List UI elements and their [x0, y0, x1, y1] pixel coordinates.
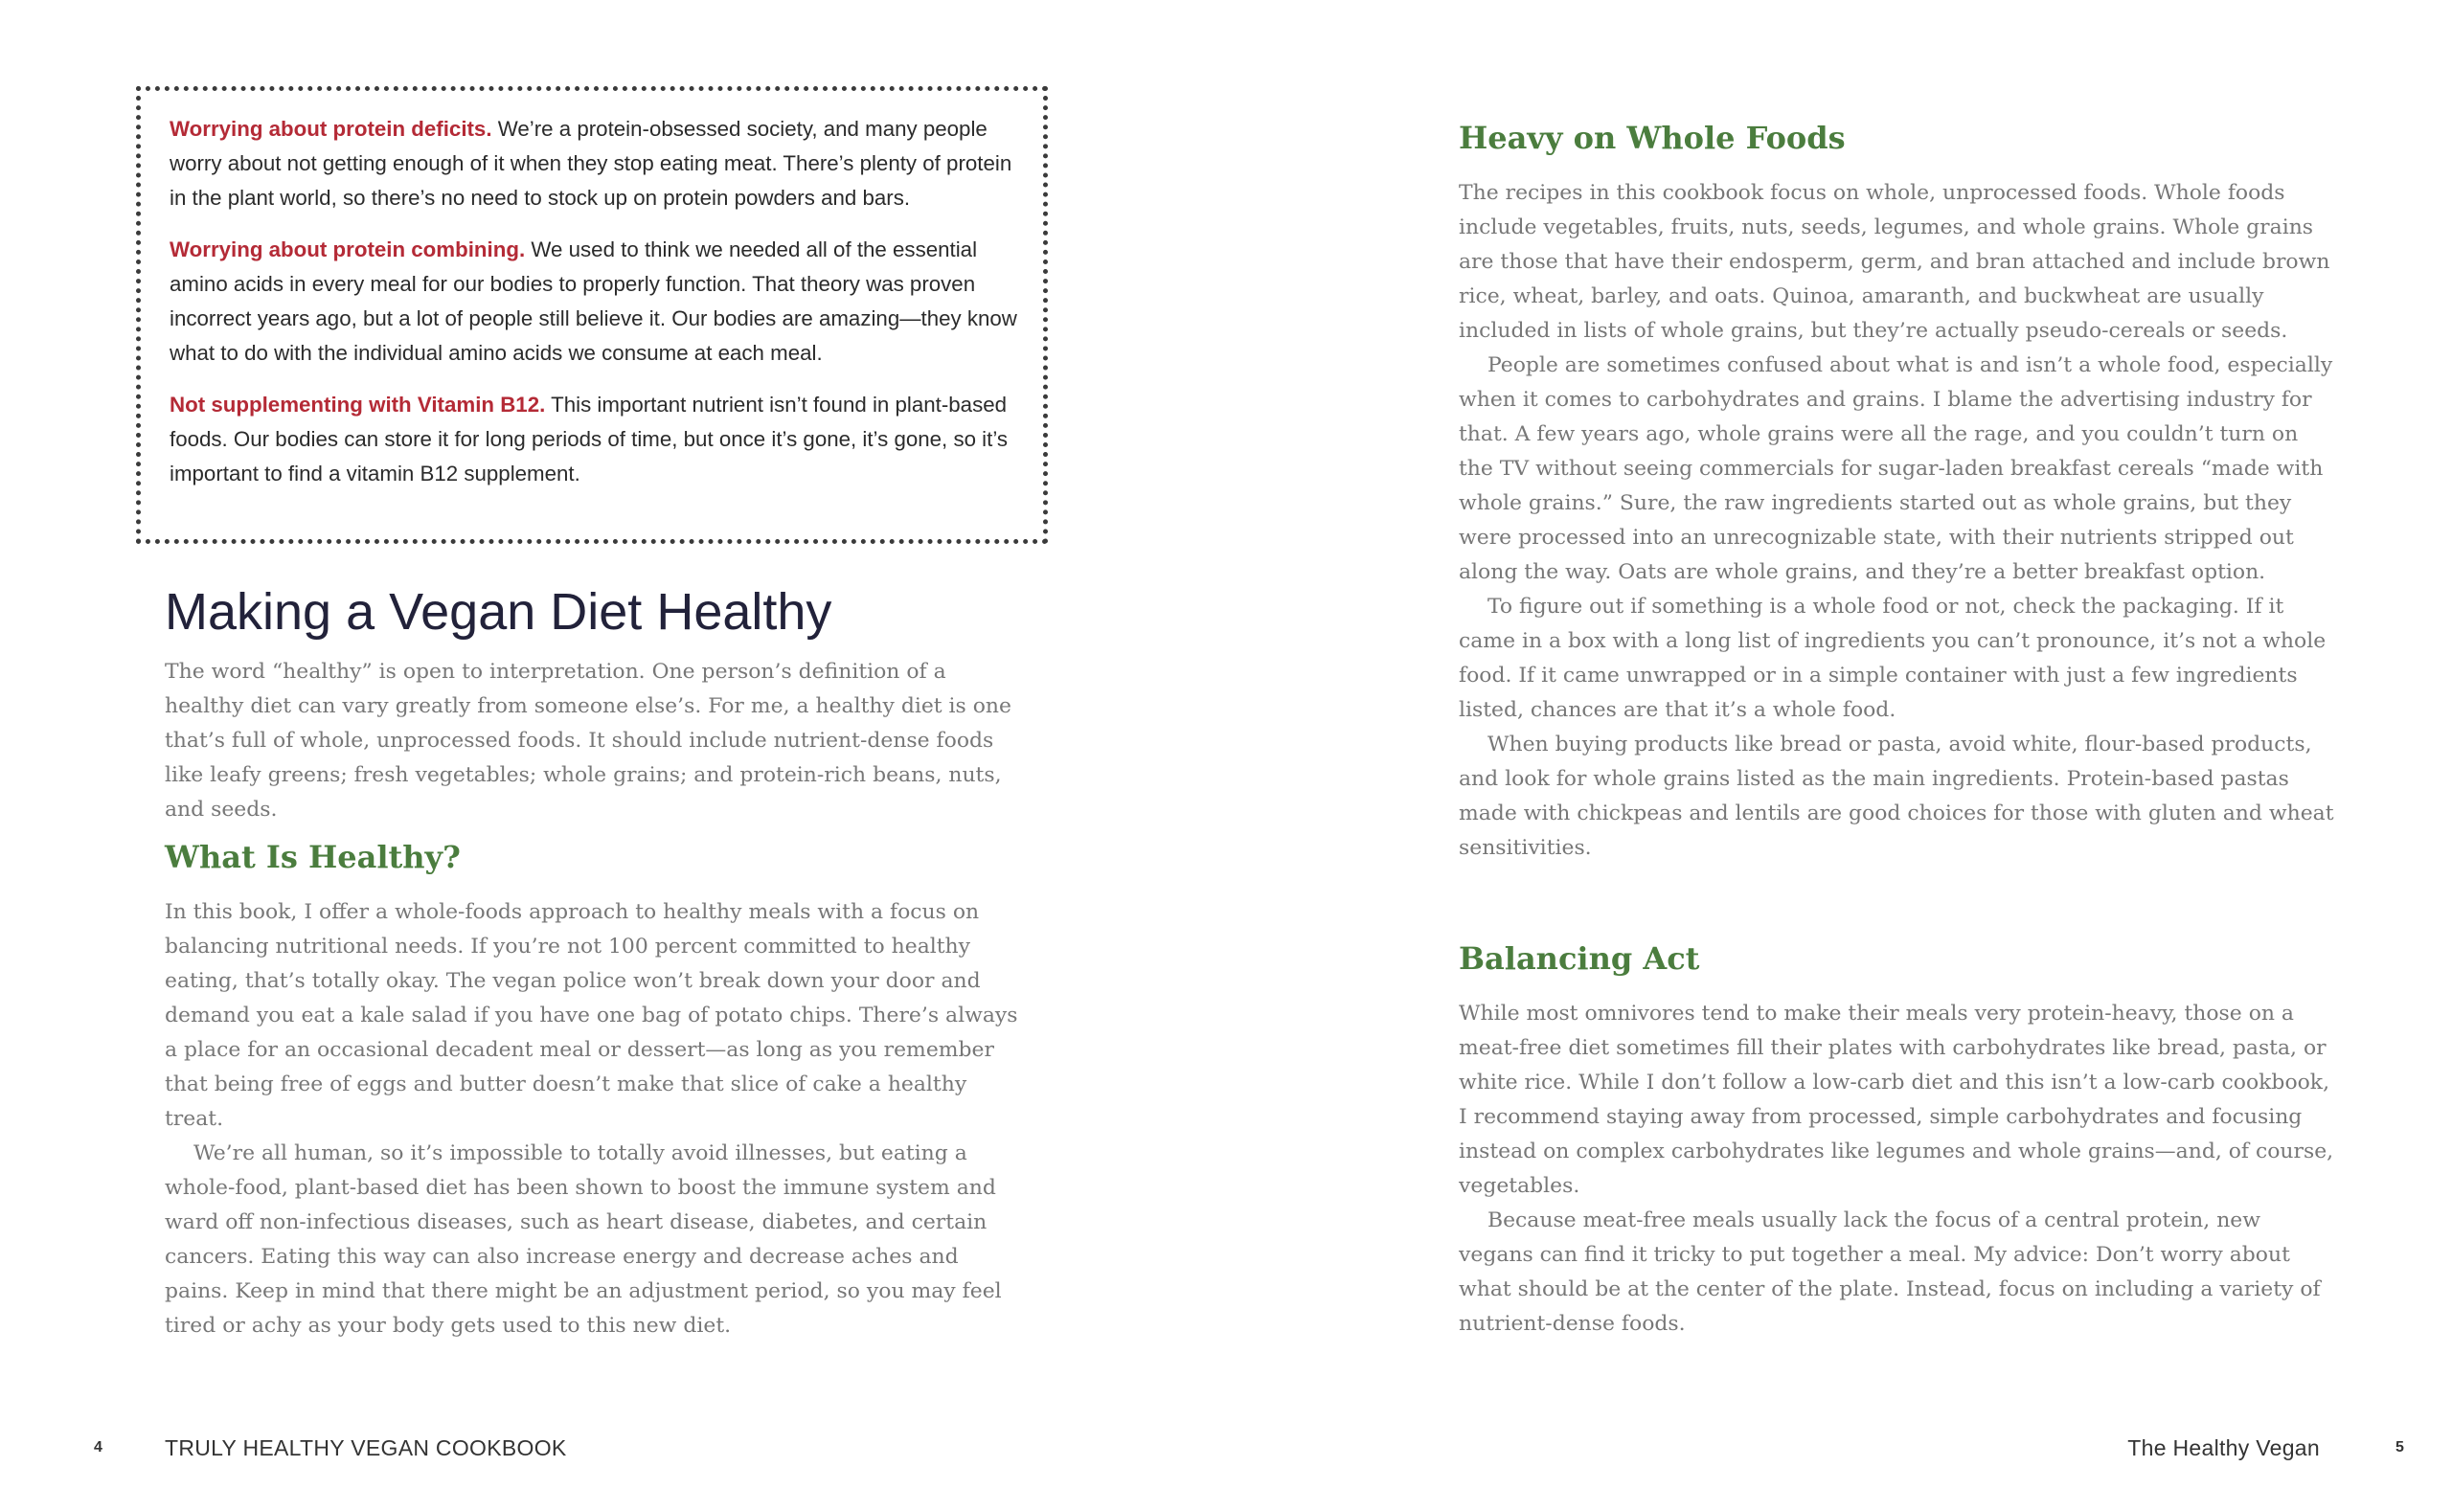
tip-text: We used to think we needed all of the essential amino acids in every meal for our bodies to properly function. That theory was proven incorrect years ago, but a lot of people still believe it. Our bodies are amazing—they know what to do with the individual amino acids we consume at each meal. — [170, 237, 1017, 365]
body-paragraph: When buying products like bread or pasta, avoid white, flour-based products, and look for whole grains listed as the main ingredients. Protein-based pastas made with chickpeas and lentils are good choices for those with gluten and wheat sensitivities. — [1459, 733, 2334, 860]
tip-protein-combining — [170, 233, 1018, 371]
body-paragraph: We’re all human, so it’s impossible to totally avoid illnesses, but eating a whole-food, plant-based diet has been shown to boost the immune system and ward off non-infectious diseases, such as heart disease, diabetes, and certain cancers. Eating this way can also increase energy and decrease aches and pains. Keep in mind that there might be an adjustment period, so you may feel tired or achy as your body gets used to this new diet. — [165, 1141, 1002, 1338]
page-number: 4 — [94, 1439, 102, 1456]
whole-foods-body — [1459, 176, 2338, 866]
body-paragraph: In this book, I offer a whole-foods approach to healthy meals with a focus on balancing nutritional needs. If you’re not 100 percent committed to healthy eating, that’s totally okay. The vegan police won’t break down your door and demand you eat a kale salad if you have one bag of potato chips. There’s always a place for an occasional decadent meal or dessert—as long as you remember that being free of eggs and butter doesn’t make that slice of cake a healthy treat. — [165, 900, 1018, 1131]
body-paragraph: To figure out if something is a whole food or not, check the packaging. If it came in a box with a long list of ingredients you can’t pronounce, it’s not a whole food. If it came unwrapped or in a simple container with just a few ingredients listed, chances are that it’s a whole food. — [1459, 595, 2327, 722]
section-heading-whole-foods: Heavy on Whole Foods — [1459, 120, 1846, 156]
intro-text — [165, 655, 1027, 827]
running-head: TRULY HEALTHY VEGAN COOKBOOK — [165, 1435, 567, 1460]
balancing-act-body — [1459, 997, 2338, 1342]
body-paragraph: Because meat-free meals usually lack the focus of a central protein, new vegans can find it tricky to put together a meal. My advice: Don’t worry about what should be at the center of the plate. Instead, focus on including a variety of nutrient-dense foods. — [1459, 1208, 2321, 1336]
page-title: Making a Vegan Diet Healthy — [165, 583, 832, 641]
right-page — [1226, 0, 2452, 1512]
folio-right — [2395, 1434, 2404, 1461]
folio-left — [94, 1434, 102, 1461]
tip-text: This important nutrient isn’t found in plant-based foods. Our bodies can store it for long periods of time, but once it’s gone, it’s gone, so it’s important to find a vitamin B12 supplement. — [170, 393, 1009, 485]
tip-text: We’re a protein-obsessed society, and many people worry about not getting enough of it when they stop eating meat. There’s plenty of protein in the plant world, so there’s no need to stock up on protein powders and bars. — [170, 117, 1012, 210]
running-head-left — [165, 1434, 567, 1461]
intro-paragraph: The word “healthy” is open to interpretation. One person’s definition of a healthy diet can vary greatly from someone else’s. For me, a healthy diet is one that’s full of whole, unprocessed foods. It should include nutrient-dense foods like leafy greens; fresh vegetables; whole grains; and protein-rich beans, nuts, and seeds. — [165, 660, 1011, 822]
section-heading-what-is-healthy: What Is Healthy? — [165, 839, 461, 875]
what-is-healthy-body — [165, 895, 1027, 1343]
tip-lead: Worrying about protein deficits. — [170, 117, 492, 141]
tip-protein-deficits — [170, 112, 1018, 215]
body-paragraph: While most omnivores tend to make their meals very protein-heavy, those on a meat-free diet sometimes fill their plates with carbohydrates like bread, pasta, or white rice. While I don’t follow a low-carb diet and this isn’t a low-carb cookbook, I recommend staying away from processed, simple carbohydrates and focusing instead on complex carbohydrates like legumes and whole grains—and, of course, vegetables. — [1459, 1002, 2334, 1198]
running-head-right — [2127, 1434, 2320, 1461]
tips-box — [136, 86, 1048, 544]
tip-lead: Not supplementing with Vitamin B12. — [170, 393, 546, 417]
page-number: 5 — [2395, 1439, 2404, 1456]
tip-vitamin-b12 — [170, 388, 1018, 491]
tip-lead: Worrying about protein combining. — [170, 237, 526, 261]
section-heading-balancing-act: Balancing Act — [1459, 940, 1700, 977]
running-head: The Healthy Vegan — [2127, 1435, 2320, 1460]
body-paragraph: The recipes in this cookbook focus on whole, unprocessed foods. Whole foods include vegetables, fruits, nuts, seeds, legumes, and whole grains. Whole grains are those that have their endosperm, germ, and bran attached and include brown rice, wheat, barley, and oats. Quinoa, amaranth, and buckwheat are usually included in lists of whole grains, but they’re actually pseudo-cereals or seeds. — [1459, 181, 2330, 343]
body-paragraph: People are sometimes confused about what is and isn’t a whole food, especially when it comes to carbohydrates and grains. I blame the advertising industry for that. A few years ago, whole grains were all the rage, and you couldn’t turn on the TV without seeing commercials for sugar-laden breakfast cereals “made with whole grains.” Sure, the raw ingredients started out as whole grains, but they were processed into an unrecognizable state, with their nutrients stripped out along the way. Oats are whole grains, and they’re a better breakfast option. — [1459, 353, 2333, 584]
